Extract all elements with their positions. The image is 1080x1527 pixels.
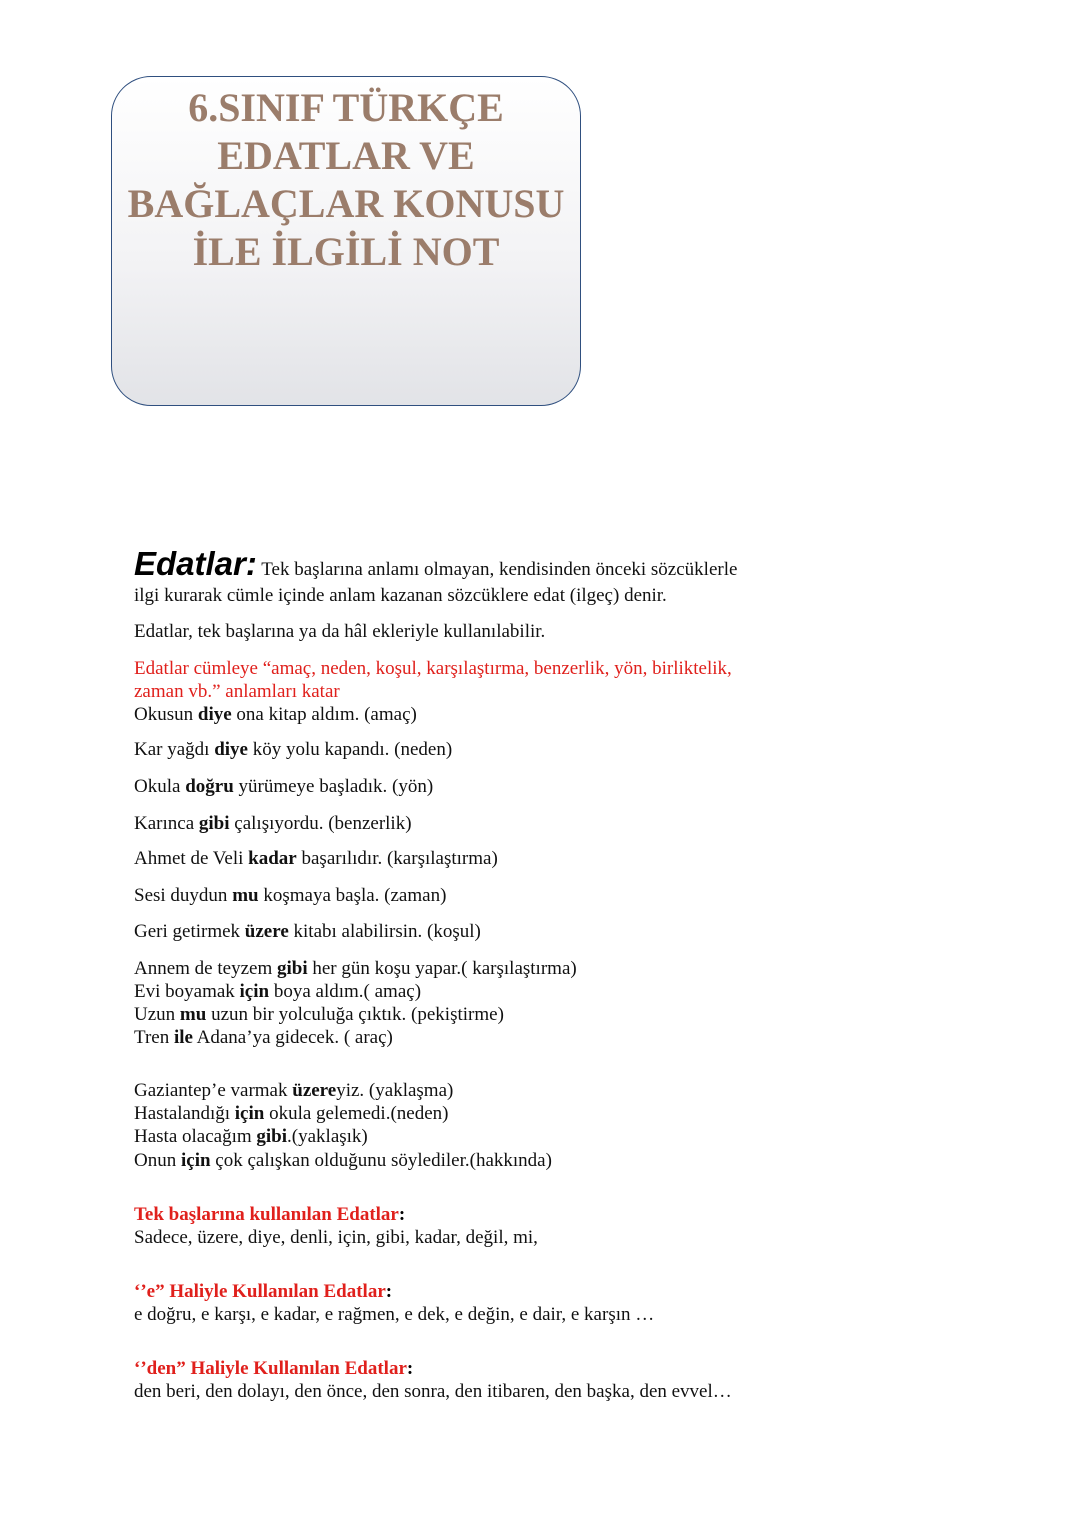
example-line: Karınca gibi çalışıyordu. (benzerlik) bbox=[134, 813, 412, 834]
example-line: Ahmet de Veli kadar başarılıdır. (karşılaştırma) bbox=[134, 848, 498, 869]
intro-text: Tek başlarına anlamı olmayan, kendisinden önceki sözcüklerle bbox=[256, 559, 738, 580]
section-heading: ‘’e” Haliyle Kullanılan Edatlar: bbox=[134, 1281, 393, 1302]
example-line: Tren ile Adana’ya gidecek. ( araç) bbox=[134, 1027, 393, 1048]
example-line: Okusun diye ona kitap aldım. (amaç) bbox=[134, 704, 417, 725]
example-line: Sesi duydun mu koşmaya başla. (zaman) bbox=[134, 885, 447, 906]
example-line: Annem de teyzem gibi her gün koşu yapar.( karşılaştırma) bbox=[134, 958, 577, 979]
example-line: Okula doğru yürümeye başladık. (yön) bbox=[134, 776, 434, 797]
example-line: Onun için çok çalışkan olduğunu söylediler.(hakkında) bbox=[134, 1150, 552, 1171]
section-body: Sadece, üzere, diye, denli, için, gibi, kadar, değil, mi, bbox=[134, 1227, 538, 1248]
title-line: EDATLAR VE bbox=[217, 133, 475, 178]
example-line: Kar yağdı diye köy yolu kapandı. (neden) bbox=[134, 739, 453, 760]
usage-text: Edatlar, tek başlarına ya da hâl ekleriyle kullanılabilir. bbox=[134, 621, 546, 642]
example-line: Geri getirmek üzere kitabı alabilirsin. (koşul) bbox=[134, 921, 481, 942]
example-line: Gaziantep’e varmak üzereyiz. (yaklaşma) bbox=[134, 1080, 454, 1101]
intro-text-2: ilgi kurarak cümle içinde anlam kazanan sözcüklere edat (ilgeç) denir. bbox=[134, 585, 667, 606]
section-body: den beri, den dolayı, den önce, den sonra, den itibaren, den başka, den evvel… bbox=[134, 1381, 732, 1402]
title-line: BAĞLAÇLAR KONUSU bbox=[127, 181, 565, 226]
section-heading: ‘’den” Haliyle Kullanılan Edatlar: bbox=[134, 1358, 414, 1379]
example-line: Uzun mu uzun bir yolculuğa çıktık. (pekiştirme) bbox=[134, 1004, 504, 1025]
title-line: 6.SINIF TÜRKÇE bbox=[188, 85, 504, 130]
example-line: Hastalandığı için okula gelemedi.(neden) bbox=[134, 1103, 449, 1124]
edatlar-heading: Edatlar: bbox=[134, 545, 257, 582]
title-box bbox=[111, 76, 581, 406]
section-body: e doğru, e karşı, e kadar, e rağmen, e dek, e değin, e dair, e karşın … bbox=[134, 1304, 655, 1325]
section-heading: Tek başlarına kullanılan Edatlar: bbox=[134, 1204, 406, 1225]
example-line: Evi boyamak için boya aldım.( amaç) bbox=[134, 981, 422, 1002]
intro-paragraph bbox=[134, 546, 737, 588]
example-line: Hasta olacağım gibi.(yaklaşık) bbox=[134, 1126, 368, 1147]
title-line: İLE İLGİLİ NOT bbox=[192, 229, 500, 274]
meanings-text-2: zaman vb.” anlamları katar bbox=[134, 681, 340, 702]
meanings-text: Edatlar cümleye “amaç, neden, koşul, karşılaştırma, benzerlik, yön, birliktelik, bbox=[134, 658, 732, 679]
